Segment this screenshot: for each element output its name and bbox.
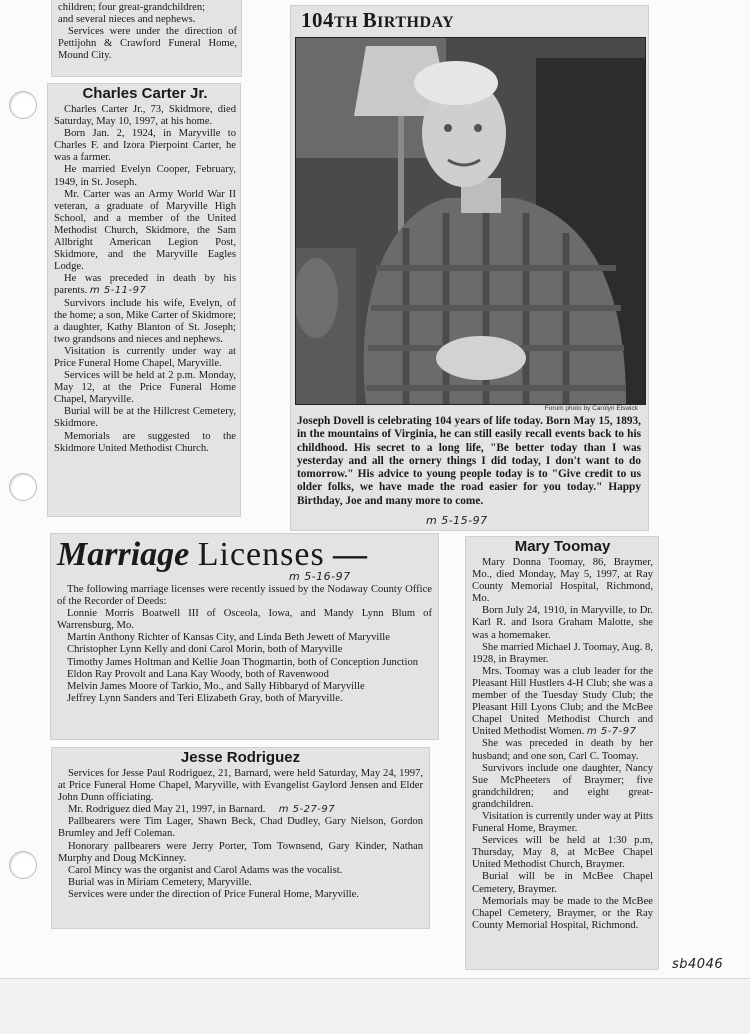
license-entry: Timothy James Holtman and Kellie Joan Thogmartin, both of Conception Junction [67, 656, 419, 668]
obituary-paragraph [58, 804, 423, 816]
obituary-paragraph: Visitation is currently under way at Price Funeral Home Chapel, Maryville. [54, 345, 236, 369]
birthday-headline [301, 8, 648, 33]
obituary-paragraph: Services were under the direction of Price Funeral Home, Maryville. [68, 888, 359, 900]
handwritten-date: m 5-27-97 [278, 804, 336, 816]
obituary-paragraph: Carol Mincy was the organist and Carol Adams was the vocalist. [68, 864, 343, 876]
obituary-paragraph: Mary Donna Toomay, 86, Braymer, Mo., died Monday, May 5, 1997, at Ray County Memorial Hospital, Richmond, Mo. [472, 557, 653, 605]
obituary-paragraph: Pallbearers were Tim Lager, Shawn Beck, Chad Dudley, Gary Nielson, Gordon Brumley and Jeff Coleman. [58, 816, 423, 840]
hair [414, 61, 498, 105]
fragment-line: Services were under the direction of Pettijohn & Crawford Funeral Home, Mound City. [58, 26, 237, 62]
obituary-paragraph: Visitation is currently under way at Pitts Funeral Home, Braymer. [472, 810, 653, 835]
birthday-photo [295, 37, 646, 405]
obituary-fragment-clipping [52, 0, 241, 76]
headline-licenses: Licenses [197, 536, 325, 573]
obituary-paragraph: Memorials may be made to the McBee Chapel Cemetery, Braymer, or the Ray County Memorial Hospital, Richmond. [472, 895, 653, 931]
marriage-intro: The following marriage licenses were recently issued by the Nodaway County Office of the Recorder of Deeds: [57, 584, 432, 608]
rodriguez-obituary-clipping [52, 748, 429, 928]
punch-hole-middle [9, 473, 37, 501]
photo-credit: Forum photo by Carolyn Elswick [544, 405, 638, 412]
obituary-paragraph: Survivors include one daughter, Nancy Sue McPheeters of Braymer; five grandchildren; and eight great-grandchildren. [472, 762, 653, 810]
headline-marriage: Marriage [57, 536, 190, 573]
obituary-paragraph: He married Evelyn Cooper, February, 1949, in St. Joseph. [54, 164, 236, 188]
headline-dash: — [333, 536, 368, 573]
license-entry: Christopher Lynn Kelly and doni Carol Morin, both of Maryville [67, 644, 343, 656]
rodriguez-obituary-title: Jesse Rodriguez [180, 749, 301, 766]
license-entry: Lonnie Morris Boatwell III of Osceola, Iowa, and Mandy Lynn Blum of Warrensburg, Mo. [57, 608, 432, 632]
obituary-paragraph: Born July 24, 1910, in Maryville, to Dr. Karl R. and Isora Graham Malotte, she was a homemaker. [472, 605, 653, 641]
carter-obituary-title: Charles Carter Jr. [82, 85, 208, 102]
obituary-paragraph [54, 273, 236, 297]
obituary-paragraph: Memorials are suggested to the Skidmore United Methodist Church. [54, 430, 236, 454]
fragment-line: and several nieces and nephews. [58, 14, 196, 26]
obituary-paragraph: Burial will be in McBee Chapel Cemetery, Braymer. [472, 871, 653, 895]
obituary-paragraph [472, 666, 653, 739]
punch-hole-top [9, 91, 37, 119]
license-entry: Martin Anthony Richter of Kansas City, and Linda Beth Jewett of Maryville [67, 632, 390, 644]
license-entry: Eldon Ray Provolt and Lana Kay Woody, both of Ravenwood [67, 668, 329, 680]
page-code: sb4046 [672, 957, 724, 972]
obituary-paragraph: She was preceded in death by her husband; and one son, Carl C. Toomay. [472, 738, 653, 762]
headline-number: 104 [301, 8, 334, 32]
hands [436, 336, 526, 380]
marriage-licenses-clipping [51, 534, 438, 739]
handwritten-date: m 5-16-97 [289, 570, 351, 583]
birthday-clipping [291, 6, 648, 530]
fragment-line: children; four great-grandchildren; [58, 2, 206, 13]
handwritten-date: m 5-15-97 [426, 514, 488, 527]
obituary-paragraph: Mr. Carter was an Army World War II veteran, a graduate of Maryville High School, and a member of the United Methodist Church, Skidmore, the Sam Allbright American Legion Post, Skidmore, and the Maryville Eagles Lodge. [54, 188, 236, 273]
obituary-paragraph-text: Mr. Rodriguez died May 21, 1997, in Barnard. [68, 804, 266, 816]
obituary-paragraph: Burial was in Miriam Cemetery, Maryville. [68, 876, 252, 888]
obituary-paragraph: Burial will be at the Hillcrest Cemetery, Skidmore. [54, 406, 236, 430]
obituary-paragraph: Services for Jesse Paul Rodriguez, 21, Barnard, were held Saturday, May 24, 1997, at Price Funeral Home Chapel, Maryville, with Evangelist Gaylord Jensen and Elder John Dunn officiating. [58, 768, 423, 804]
obituary-paragraph: Services will be held at 1:30 p.m, Thursday, May 8, at McBee Chapel United Methodist Church, Braymer. [472, 835, 653, 871]
marriage-licenses-headline [57, 534, 438, 576]
handwritten-date: m 5-7-97 [586, 726, 637, 738]
page-bottom-edge [0, 978, 750, 1034]
obituary-paragraph: Services will be held at 2 p.m. Monday, May 12, at the Price Funeral Home Chapel, Maryville. [54, 370, 236, 406]
obituary-paragraph: She married Michael J. Toomay, Aug. 8, 1928, in Braymer. [472, 641, 653, 665]
birthday-caption: Joseph Dovell is celebrating 104 years of life today. Born May 15, 1893, in the mountains of Virginia, he can still easily recall events back to his childhood. His secret to a long life, "Be better today than I was yesterday and all the ornery things I did today, I don't want to do tomorrow." His advice to young people today is to "Give credit to us older folks, we have made the road easier for you today." Happy Birthday, Joe and many more to come. [297, 415, 641, 507]
obituary-paragraph: Born Jan. 2, 1924, in Maryville to Charles F. and Izora Pierpoint Carter, he was a farmer. [54, 128, 236, 164]
handwritten-date: m 5-11-97 [89, 285, 147, 297]
obituary-paragraph-text: He was preceded in death by his parents. [54, 273, 236, 297]
elderly-man-photo-illustration [296, 38, 645, 404]
obituary-paragraph: Honorary pallbearers were Jerry Porter, Tom Townsend, Gary Kinder, Nathan Murphy and Doug McKinney. [58, 840, 423, 864]
toomay-obituary-title: Mary Toomay [514, 538, 611, 555]
license-entry: Melvin James Moore of Tarkio, Mo., and Sally Hibbaryd of Maryville [67, 680, 365, 692]
headline-b: B [362, 8, 378, 32]
toomay-obituary-clipping [466, 537, 658, 969]
license-entry: Jeffrey Lynn Sanders and Teri Elizabeth Gray, both of Maryville. [67, 692, 343, 704]
obituary-paragraph: Charles Carter Jr., 73, Skidmore, died Saturday, May 10, 1997, at his home. [54, 104, 236, 128]
punch-hole-bottom [9, 851, 37, 879]
carter-obituary-clipping [48, 84, 240, 516]
headline-rest: IRTHDAY [377, 14, 455, 31]
headline-th: TH [334, 14, 363, 31]
obituary-paragraph-text: Mrs. Toomay was a club leader for the Pleasant Hill Hustlers 4-H Club; she was a member of the Tuesday Study Club; the Pleasant Hill Lyons Club; and the McBee Chapel United Methodist Church and United Methodist Women. [472, 665, 653, 738]
obituary-paragraph: Survivors include his wife, Evelyn, of the home; a son, Mike Carter of Skidmore; a daughter, Kathy Blanton of St. Joseph; two grandsons and nieces and nephews. [54, 297, 236, 345]
